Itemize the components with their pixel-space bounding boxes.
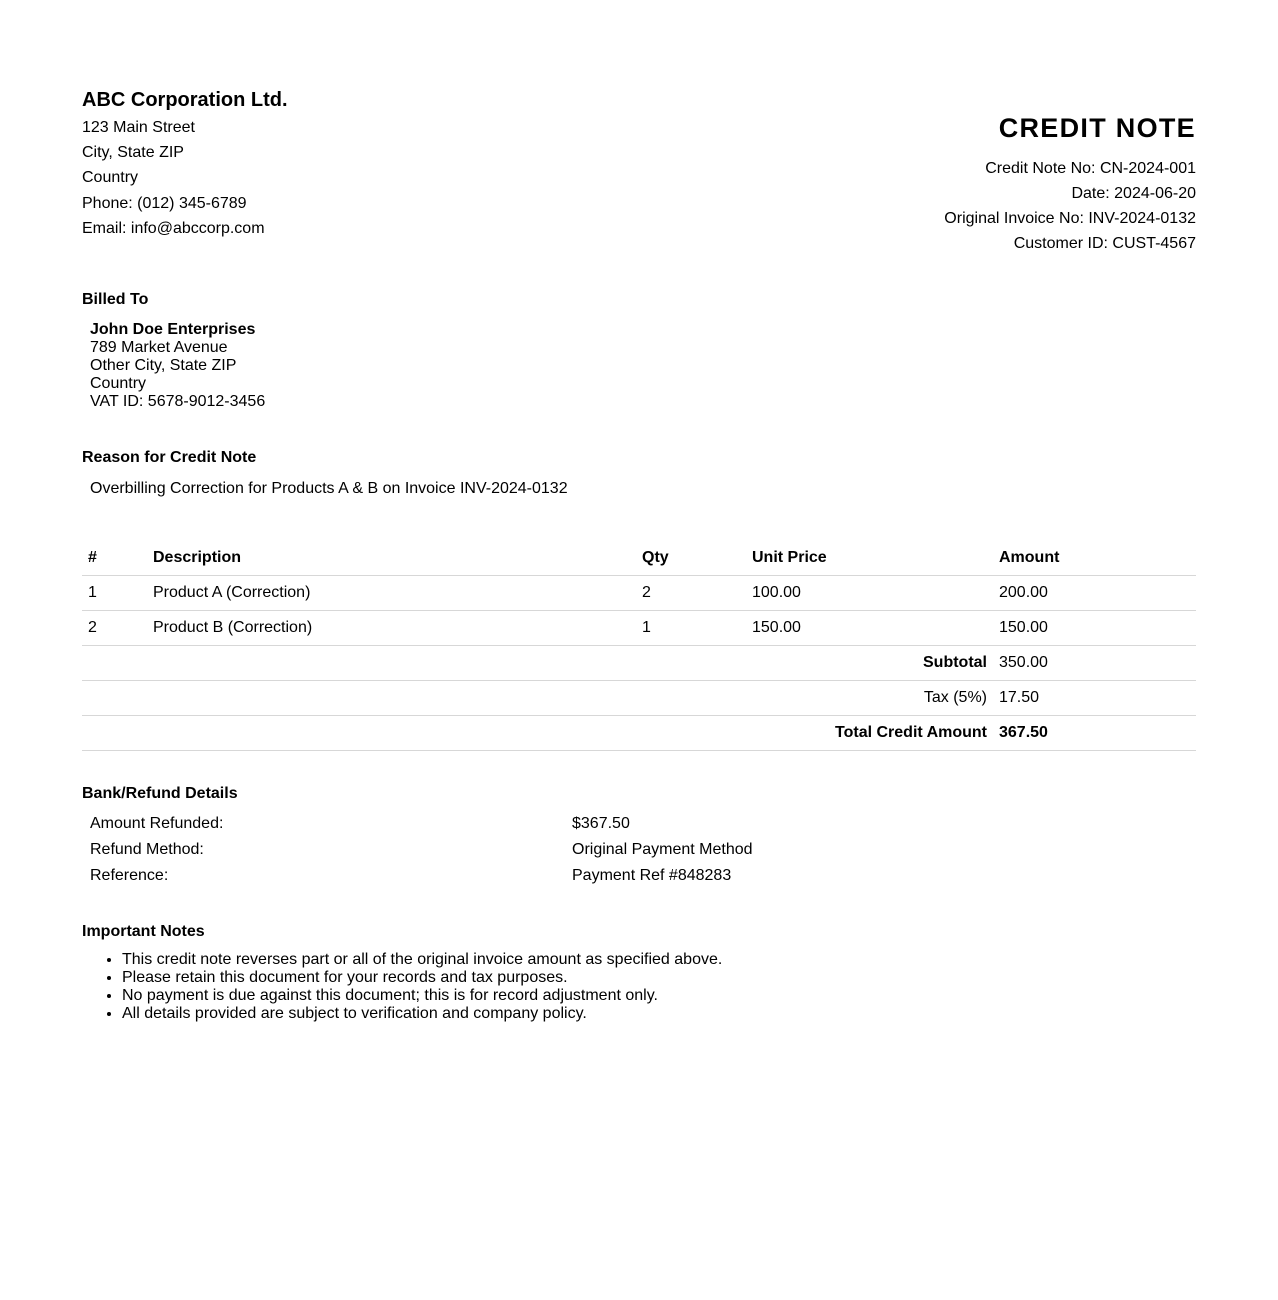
document-header <box>82 88 1196 268</box>
important-notes-list <box>82 951 1196 1023</box>
table-row <box>82 576 1196 611</box>
document-title: CREDIT NOTE <box>998 113 1196 143</box>
subtotal-label: Subtotal <box>82 646 993 681</box>
billed-to-block <box>90 321 1196 411</box>
list-item: • All details provided are subject to verification and company policy. <box>122 1005 1196 1023</box>
document-info-block <box>944 112 1196 256</box>
amount-refunded-label: Amount Refunded: <box>90 815 224 832</box>
list-item: • No payment is due against this document; this is for record adjustment only. <box>122 987 1196 1005</box>
original-invoice-number: Original Invoice No: INV-2024-0132 <box>944 210 1196 227</box>
credit-note-number: Credit Note No: CN-2024-001 <box>985 160 1196 177</box>
important-notes-heading: Important Notes <box>82 923 205 940</box>
table-row <box>82 611 1196 646</box>
bank-details-heading: Bank/Refund Details <box>82 785 238 802</box>
amount-refunded-value: $367.50 <box>572 815 630 832</box>
refund-method-value: Original Payment Method <box>572 841 753 858</box>
list-item: • Please retain this document for your records and tax purposes. <box>122 969 1196 987</box>
company-email: Email: info@abccorp.com <box>82 219 265 237</box>
cell-unit-price: 150.00 <box>746 611 993 646</box>
tax-value: 17.50 <box>993 681 1196 716</box>
cell-qty: 1 <box>636 611 746 646</box>
reference-value: Payment Ref #848283 <box>572 867 732 884</box>
column-header-amount: Amount <box>993 541 1196 576</box>
table-header-row <box>82 541 1196 576</box>
company-name: ABC Corporation Ltd. <box>82 89 288 111</box>
billed-to-line: Country <box>90 375 147 392</box>
billed-to-heading: Billed To <box>82 291 149 308</box>
cell-description: Product A (Correction) <box>147 576 636 611</box>
reason-heading: Reason for Credit Note <box>82 449 257 466</box>
billed-to-name: John Doe Enterprises <box>90 321 256 338</box>
column-header-description: Description <box>147 541 636 576</box>
reason-text: Overbilling Correction for Products A & B on Invoice INV-2024-0132 <box>90 480 568 497</box>
tax-row <box>82 681 1196 716</box>
column-header-number: # <box>82 541 147 576</box>
company-address-line: 123 Main Street <box>82 119 195 136</box>
items-table <box>82 541 1196 751</box>
column-header-unit-price: Unit Price <box>746 541 993 576</box>
total-row <box>82 716 1196 751</box>
customer-id: Customer ID: CUST-4567 <box>1013 235 1196 252</box>
credit-note-page <box>82 0 1196 1023</box>
subtotal-row <box>82 646 1196 681</box>
cell-number: 2 <box>82 611 147 646</box>
company-address-line: City, State ZIP <box>82 144 184 162</box>
billed-to-line: Other City, State ZIP <box>90 357 237 374</box>
reference-label: Reference: <box>90 867 169 884</box>
refund-method-label: Refund Method: <box>90 841 204 858</box>
cell-unit-price: 100.00 <box>746 576 993 611</box>
list-item: • This credit note reverses part or all of the original invoice amount as specified above. <box>122 951 1196 969</box>
billed-to-line: 789 Market Avenue <box>90 339 228 356</box>
total-value: 367.50 <box>993 716 1196 751</box>
company-phone: Phone: (012) 345-6789 <box>82 194 247 212</box>
column-header-qty: Qty <box>636 541 746 576</box>
cell-qty: 2 <box>636 576 746 611</box>
total-label: Total Credit Amount <box>82 716 993 751</box>
company-address-line: Country <box>82 169 139 187</box>
tax-label: Tax (5%) <box>82 681 993 716</box>
billed-to-vat-id: VAT ID: 5678-9012-3456 <box>90 393 266 410</box>
subtotal-value: 350.00 <box>993 646 1196 681</box>
cell-description: Product B (Correction) <box>147 611 636 646</box>
document-date: Date: 2024-06-20 <box>1071 185 1196 202</box>
cell-amount: 150.00 <box>993 611 1196 646</box>
bank-details-grid <box>90 814 1196 886</box>
cell-amount: 200.00 <box>993 576 1196 611</box>
cell-number: 1 <box>82 576 147 611</box>
